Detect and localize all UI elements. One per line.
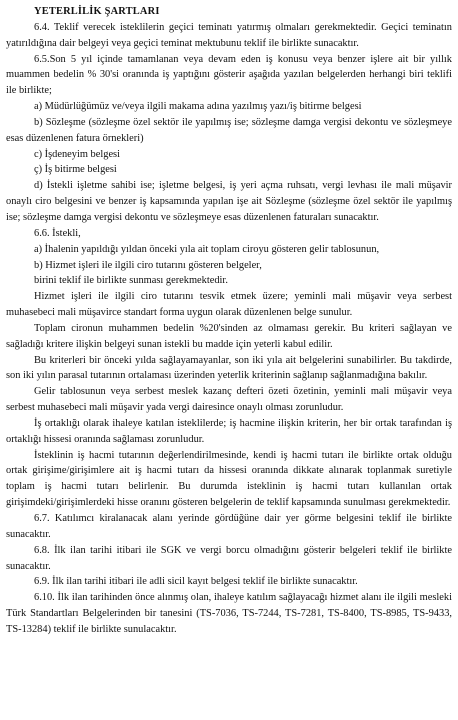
paragraph: birini teklif ile birlikte sunması gerekmektedir. bbox=[34, 275, 228, 287]
paragraph: 6.10. İlk ilan tarihinden önce alınmış olan, ihaleye katılım sağlayacağı hizmet alanı ile ilgili mesleki Türk Standartları Belgelerinden bir tanesini (TS-7036, TS-7244, TS-7281, TS-8400, TS-8985, TS-9433, TS-13284) teklif ile birlikte sunulacaktır. bbox=[6, 592, 452, 635]
paragraph: a) Müdürlüğümüz ve/veya ilgili makama adına yazılmış yazı/iş bitirme belgesi bbox=[34, 101, 362, 113]
paragraph: Toplam cironun muhammen bedelin %20'sinden az olmaması gerekir. Bu kriteri sağlayan ve sağladığı kritere ilişkin belgeyi sunan istekli bu madde için yeterli kabul edilir. bbox=[6, 322, 452, 350]
paragraph: a) İhalenin yapıldığı yıldan önceki yıla ait toplam ciroyu gösteren gelir tablosunun, bbox=[34, 243, 380, 255]
paragraph: 6.8. İlk ilan tarihi itibari ile SGK ve vergi borcu olmadığını gösterir belgeleri teklif ile birlikte sunacaktır. bbox=[6, 544, 452, 572]
paragraph: İsteklinin iş hacmi tutarının değerlendirilmesinde, kendi iş hacmi tutarı ile birlikte ortak olduğu ortak girişime/girişimlere ait iş hacmi tutarı da hissesi oranında dikkate alınarak toplanmak suretiyle toplam iş hacmi tutarı belirlenir. Bu durumda isteklinin iş hacmi tutarı kullanılan ortak girişimdeki/girişimlerdeki hisse oranını gösteren belgelerin de teklif kapsamında sunulması gerekmektedir. bbox=[6, 449, 452, 509]
paragraph: 6.7. Katılımcı kiralanacak alanı yerinde gördüğüne dair yer görme belgesini teklif ile birlikte sunacaktır. bbox=[6, 513, 452, 540]
paragraph: 6.5.Son 5 yıl içinde tamamlanan veya devam eden iş konusu veya benzer işlere ait bir yıllık muammen bedelin % 30'si oranında iş yaptığını gösterir aşağıda yazılan belgelerden herhangi biri teklifi ile birlikte; bbox=[6, 53, 452, 97]
paragraph: 6.6. İstekli, bbox=[34, 227, 81, 239]
paragraph: c) İşdeneyim belgesi bbox=[34, 148, 120, 160]
paragraph: Gelir tablosunun veya serbest meslek kazanç defteri özeti özetinin, yeminli mali müşavir veya serbest muhasebeci mali müşavir yada vergi dairesince onaylı olması zorunludur. bbox=[6, 386, 452, 414]
paragraph: Bu kriterleri bir önceki yılda sağlayamayanlar, son iki yıla ait belgelerini sunabilirler. Bu takdirde, son iki yılın parasal tutarının ortalaması üzerinden yeterlik kriterinin sağlanıp sağlanmadığına bakılır. bbox=[6, 354, 452, 382]
paragraph: 6.9. İlk ilan tarihi itibari ile adli sicil kayıt belgesi teklif ile birlikte sunacaktır. bbox=[34, 576, 358, 588]
section-heading: YETERLİLİK ŞARTLARI bbox=[34, 6, 160, 17]
paragraph: 6.4. Teklif verecek isteklilerin geçici teminatı yatırmış olmaları gerekmektedir. Geçici teminatın yatırıldığına dair belgeyi veya geçici teminat mektubunu teklif ile birlikte sunacaktır. bbox=[6, 21, 452, 49]
document-body bbox=[6, 20, 452, 638]
paragraph: İş ortaklığı olarak ihaleye katılan isteklilerde; iş hacmine ilişkin kriterin, her bir ortak tarafından iş ortaklığı hissesi oranında sağlaması zorunludur. bbox=[6, 417, 452, 445]
paragraph: b) Hizmet işleri ile ilgili ciro tutarını gösteren belgeler, bbox=[34, 259, 262, 271]
paragraph: ç) İş bitirme belgesi bbox=[34, 164, 117, 176]
paragraph: b) Sözleşme (sözleşme özel sektör ile yapılmış ise; sözleşme damga vergisi dekontu ve sözleşmeye esas düzenlenen fatura örnekleri) bbox=[6, 116, 452, 144]
paragraph: Hizmet işleri ile ilgili ciro tutarını tesvik etmek üzere; yeminli mali müşavir veya serbest muhasebeci mali müşavirce standart forma uygun olarak düzenlenen belge sunulur. bbox=[6, 291, 452, 319]
paragraph: d) İstekli işletme sahibi ise; işletme belgesi, iş yeri açma ruhsatı, vergi levhası ile mali müşavir onaylı ciro belgesini ve benzer iş kapsamında yapılan işe ait Sözleşme (sözleşme özel sektör ile yapılmış ise; sözleşme damga vergisi dekontu ve sözleşmeye esas düzenlenen faturaları sunacaktır. bbox=[6, 180, 452, 223]
